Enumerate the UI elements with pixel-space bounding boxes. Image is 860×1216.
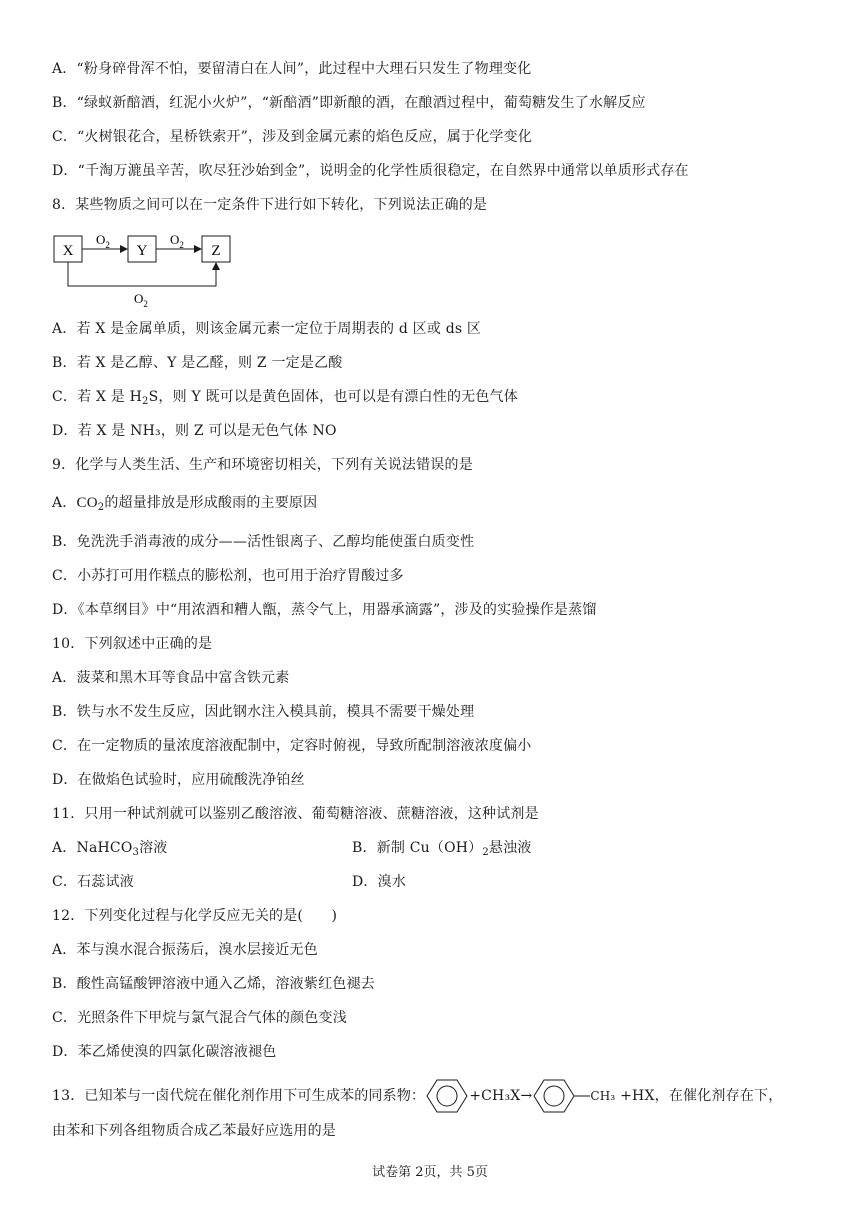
box-y-label: Y bbox=[136, 243, 148, 259]
q7-option-b: B．“绿蚁新醅酒，红泥小火炉”，“新醅酒”即新酿的酒，在酿酒过程中，葡萄糖发生了水解反应 bbox=[52, 95, 646, 111]
o2-label-2: $O_2$ bbox=[170, 232, 184, 250]
q10-option-d: D．在做焰色试验时，应用硫酸洗净铂丝 bbox=[52, 772, 305, 788]
q10-option-c: C．在一定物质的量浓度溶液配制中，定容时俯视，导致所配制溶液浓度偏小 bbox=[52, 738, 532, 754]
q11-option-a: A．NaHCO$_3$溶液 bbox=[52, 840, 168, 858]
q12-option-d: D．苯乙烯使溴的四氯化碳溶液褪色 bbox=[52, 1044, 277, 1060]
o2-label-3: $O_2$ bbox=[134, 291, 148, 309]
q11-option-c: C．石蕊试液 bbox=[52, 874, 134, 890]
toluene-structure-icon bbox=[532, 1078, 590, 1114]
methyl-label: CH₃ bbox=[590, 1089, 616, 1103]
q8-option-a: A．若 X 是金属单质，则该金属元素一定位于周期表的 d 区或 ds 区 bbox=[52, 321, 482, 337]
q10-option-a: A．菠菜和黑木耳等食品中富含铁元素 bbox=[52, 670, 290, 686]
q8-stem: 8．某些物质之间可以在一定条件下进行如下转化，下列说法正确的是 bbox=[52, 197, 488, 213]
q7-option-c: C．“火树银花合，星桥铁索开”，涉及到金属元素的焰色反应，属于化学变化 bbox=[52, 129, 533, 145]
q12-option-c: C．光照条件下甲烷与氯气混合气体的颜色变浅 bbox=[52, 1010, 347, 1026]
benzene-ring-icon bbox=[425, 1078, 469, 1114]
q12-stem: 12．下列变化过程与化学反应无关的是( ) bbox=[52, 908, 338, 924]
box-z-label: Z bbox=[211, 243, 221, 259]
q9-option-d: D．《本草纲目》中“用浓酒和糟人甑，蒸令气上，用器承滴露”，涉及的实验操作是蒸馏 bbox=[52, 602, 597, 618]
q11-stem: 11．只用一种试剂就可以鉴别乙酸溶液、葡萄糖溶液、蔗糖溶液，这种试剂是 bbox=[52, 806, 539, 822]
q7-option-a: A．“粉身碎骨浑不怕，要留清白在人间”，此过程中大理石只发生了物理变化 bbox=[52, 61, 532, 77]
q12-option-b: B．酸性高锰酸钾溶液中通入乙烯，溶液紫红色褪去 bbox=[52, 976, 375, 992]
q9-option-b: B．免洗洗手消毒液的成分——活性银离子、乙醇均能使蛋白质变性 bbox=[52, 534, 475, 550]
conversion-diagram bbox=[52, 228, 242, 310]
q8-option-d: D．若 X 是 NH₃，则 Z 可以是无色气体 NO bbox=[52, 423, 337, 439]
q9-option-a: A．$CO_2$的超量排放是形成酸雨的主要原因 bbox=[52, 495, 318, 513]
o2-label-1: $O_2$ bbox=[96, 232, 110, 250]
q13-stem-line2: 由苯和下列各组物质合成乙苯最好应选用的是 bbox=[52, 1123, 336, 1139]
box-x-label: X bbox=[62, 243, 74, 259]
arrow-x-z bbox=[68, 262, 216, 286]
q7-option-d: D．“千淘万漉虽辛苦，吹尽狂沙始到金”，说明金的化学性质很稳定，在自然界中通常以单质形式存在 bbox=[52, 163, 689, 179]
page-footer: 试卷第 2页，共 5页 bbox=[372, 1165, 488, 1180]
q9-stem: 9．化学与人类生活、生产和环境密切相关，下列有关说法错误的是 bbox=[52, 457, 473, 473]
q12-option-a: A．苯与溴水混合振荡后，溴水层接近无色 bbox=[52, 942, 318, 958]
q11-option-d: D．溴水 bbox=[352, 874, 407, 890]
q10-option-b: B．铁与水不发生反应，因此钢水注入模具前，模具不需要干燥处理 bbox=[52, 704, 475, 720]
q9-option-c: C．小苏打可用作糕点的膨松剂，也可用于治疗胃酸过多 bbox=[52, 568, 404, 584]
q10-stem: 10．下列叙述中正确的是 bbox=[52, 636, 213, 652]
q8-option-b: B．若 X 是乙醇、Y 是乙醛，则 Z 一定是乙酸 bbox=[52, 355, 343, 371]
q8-option-c: C．若 X 是 $H_2S$，则 Y 既可以是黄色固体，也可以是有漂白性的无色气体 bbox=[52, 389, 518, 407]
q13-stem-line1: 13．已知苯与一卤代烷在催化剂作用下可生成苯的同系物： +CH₃X→ CH₃ +HX，在催化剂存在下， bbox=[52, 1078, 782, 1114]
q11-option-b: B．新制 $Cu(OH)_2$悬浊液 bbox=[352, 840, 532, 858]
